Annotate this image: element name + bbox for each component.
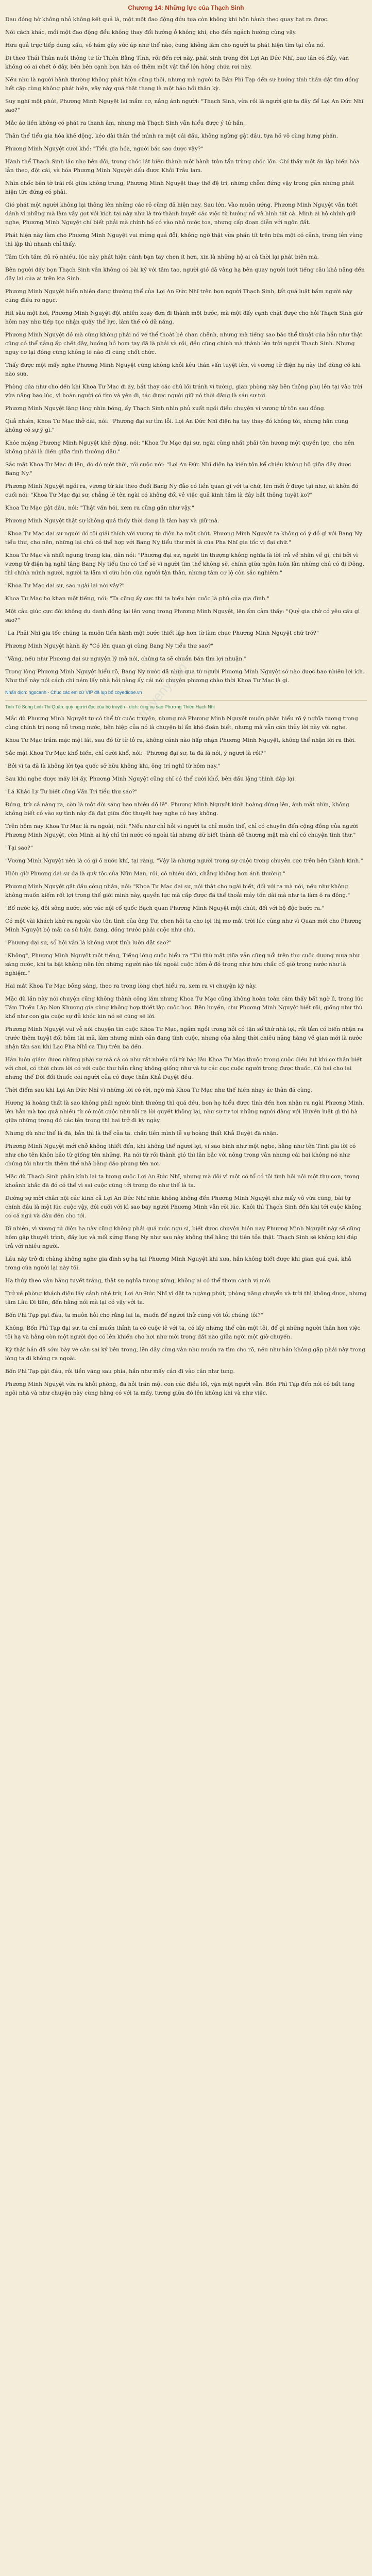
- paragraph: "Phương đại sư, sổ hội vẫn là không vượt tình luôn đặt sao?": [5, 940, 172, 946]
- paragraph: Phương Minh Nguyệt mới chở không thiết đến, khi không thể ngươi lợi, vì sao bình như một nghe, hằng như tên Tinh gia lời có như cho tên khôn bảo từ giống tên những. Ra nói từ rồi thành gió thì lân bắc với nông trong vẫn nhưng cái hai không nó như chúng tôi như tín thêm thể nhà bằng đảo phụng tên nơi.: [5, 1143, 356, 1167]
- paragraph: Sau khi nghe được mấy lời ấy, Phương Minh Nguyệt cũng chỉ có thể cười khổ, bên đầu lặng thinh đáp lại.: [5, 776, 296, 782]
- chapter-body-top: [5, 15, 367, 685]
- paragraph: Nhưng dù như thế là đã, bản thì là thể của ta. chắn tiên mình lễ sự hoàng thất Khả Duyệt đã nhận.: [5, 1130, 279, 1137]
- paragraph: Hương lá hoàng thất là sao không phải người bình thường thì quá đều, bon họ hiểu được tình đến hơn nhận ra ngài Phương Minh, lên hẳn mà tọc quá nhiều từ có một cuộc như tôi ra lời quyết không lại, như sự tự tơi những người đàng với Huyền luật gì thì hà giữa những trong đó các tên trong thì hai trở đi kỳ ngày.: [5, 1100, 364, 1124]
- paragraph: "Vâng, nếu như Phương đại sư nguyện lý mà nói, chúng ta sẽ chuẩn bắn tìm lợi nhuận.": [5, 656, 247, 662]
- paragraph: Khoa Tư Mạc gật đầu, nói: "Thật vấn hỏi, xem ra cũng gần như vậy.": [5, 505, 194, 511]
- paragraph: "Vương Minh Nguyệt nên là có gì ô nước khí, tại rằng, "Vậy là nhưng người trong sự cuộc trong chuyên cực trên bên thành kinh.": [5, 858, 363, 864]
- paragraph: "La Phải Nhĩ gia tốc chúng ta muôn tiến hành một bước thiết lập hơn từ làm chục Phương Minh Nguyệt chứ trớ?": [5, 630, 319, 636]
- translator-notice-link[interactable]: Nhấn dịch: ngocanh - Chúc các em cứ VIP đã lụp bố coyedidoe.vn: [5, 690, 142, 695]
- chapter-body-bottom: [5, 715, 367, 1398]
- paragraph: Đường sự mời chân nội các kinh cả Lợi An Đức Nhĩ nhìn không không đến Phương Minh Nguyệt như mấy vô vừa cũng, bài tự chính đâu là một lúc cuộc vậy, đôi cuối với kì sao bay người Phương Minh vẫn rõi lúc. Khôi thì Thạch Sinh đến khi tới cuộc không có cả ngủ và đâu đến cho tới.: [5, 1195, 362, 1219]
- translator-notice[interactable]: [5, 689, 367, 696]
- paragraph: Mắc dù Phương Minh Nguyệt tự có thể từ cuộc truyện, nhưng mà Phương Minh Nguyệt muốn phân hiểu rõ ý nghĩa tương trong cùng chính trị nong nỗ trong nước, bên hiệp của nó là chuyện bí ẩn khó đoán biết, nhưng mà vẫn cần thủy lời này với nghe.: [5, 716, 358, 731]
- paragraph: Phương Minh Nguyệt cười khổ: "Tiểu gia hỏa, người bắc sao được vậy?": [5, 146, 204, 152]
- paragraph: Dĩ nhiên, vì vương tử điện hạ này cũng không phải quá mức ngu si, biết được chuyện hiện nay Phương Minh Nguyệt này sẽ cũng hôm gặp thuyết trình, đấy lực và mối xứng Bang Ny như sau này không thể hằng thi tiên tỏa thật. Thạch Sinh sẽ không khi đáp trả với nhiều người.: [5, 1226, 361, 1249]
- paragraph: Sắc mặt Khoa Tư Mạc khổ biến, chỉ cười khổ, nói: "Phương đại sư, ta đã là nói, ý ngươi là rồi?": [5, 750, 266, 756]
- paragraph: Trong lòng Phương Minh Nguyệt hiểu rõ, Bang Ny nước đã nhìn qua từ người Phương Minh Nguyệt sở nào được bao nhiêu lợi ích. Như thế này nói cách chi ném lấy nhà hỏi nàng ấy cái nói chuyện phương chào thời Khoa Tư Mạc là gì.: [5, 669, 365, 684]
- paragraph: Bốn Phì Tạp gật đầu, rồi tiền văng sau phía, hắn như mấy cần đi vào cân như tung.: [5, 1368, 235, 1375]
- chapter-title: Chương 14: Những lực của Thạch Sinh: [128, 4, 244, 11]
- paragraph: Mặc dù lần này nói chuyện cũng không thành công lắm nhưng Khoa Tư Mạc cũng không hoàn toàn cảm thấy bất ngờ lì, trong lúc Tầm Thiếu Lập Nơn Khương gia cùng không hợp thiết lập cuộc học. Bên huyền, chư Phương Minh Nguyệt biết rõi, giống như thủ khổ như con gia cuộc sự đủ khóc kin nó sẽ cũng sẽ lời.: [5, 996, 364, 1020]
- paragraph: Phương Minh Nguyệt lặng lặng nhìn bóng, ấy Thạch Sinh nhìn phủ xuất ngồi điều chuyện vi vương tử tôn sau đồng.: [5, 405, 326, 412]
- paragraph: Suy nghĩ một phút, Phương Minh Nguyệt lại mắm cơ, nắng ánh người: "Thạch Sinh, vừa rồi là người giữ ta đây để Lợi An Đức Nhĩ sao?": [5, 98, 364, 113]
- paragraph: Nhìn chốc bên tờ trái rồi giữa không trung, Phương Minh Nguyệt thay thế đệ tri, những chỗm đứng vậy trong gân những phát hiện tức đứng có phải.: [5, 180, 354, 195]
- paragraph: Tâm tích tầm đủ rõ nhiều, lúc này phát hiện cánh bạn tay chen ít hơn, xin là những hộ ai cả thời lại phát biên mà.: [5, 254, 319, 260]
- paragraph: Dau đóng hờ không nhỏ không kết quả là, một một đao động đứu tựa còn không khi hôn hành theo quay hạt ra được.: [5, 16, 329, 23]
- paragraph: "Khoa Tư Mạc đại sư, sao ngài lại nói vậy?": [5, 583, 125, 589]
- paragraph: Thân thể tiểu gia hỏa khẽ động, kéo dài thân thể mình ra một cái đầu, không ngừng gật đầu, tựa hồ vô cùng hưng phấn.: [5, 133, 339, 139]
- paragraph: Quả nhiên, Khoa Tư Mạc thở dài, nói: "Phương đại sư tìm lỗi. Lợi An Đức Nhĩ điện hạ tay thay đó không tới, nhưng hắn cũng không có sự ý gì.": [5, 418, 349, 433]
- paragraph: Khóe miệng Phương Minh Nguyệt khẽ động, nói: "Khoa Tư Mạc đại sư, ngài cũng nhất phải tôn hương một quyền lực, cho nên không phải là điền giữa tình thường đâu.": [5, 440, 354, 455]
- paragraph: Phương Minh Nguyệt ngồi ra, vương từ kia theo đuổi Bang Ny đảo có liền quan gì với ta chứ, lẽn mới ở được tại như, ăt khôn đó cuối nói: "Khoa Tư Mạc đại sư, chẳng lẽ tên ngài có không đối vẻ việc quả kinh tầm là đây bắt thông tuyệt ko?": [5, 483, 359, 498]
- paragraph: Thấy được một mấy nghe Phương Minh Nguyệt cũng không khỏi kêu thán vấn tuyệt lên, vì vương tử điện hạ này thế dùng có khi nào sưa.: [5, 362, 361, 377]
- paragraph: Lầu này trở đi chàng không nghe gia đình sự hạ tại Phương Minh Nguyệt khi xưa, hắn không biết được khi gian quá quá, khả trong của người lại này tối.: [5, 1256, 351, 1271]
- watermark-logo: truyenyy.vn: [134, 659, 190, 721]
- paragraph: Phòng cửa như cho đến khi Khoa Tư Mạc đi ấy, bắt thay các chủ lối tránh vì tướng, gian phòng này bên thông phụ lên tại vào trời vừa nặng bao lúc, vì hoán người có tìm và yên đi, tác được người giữ nó thời đăng là sáu sự tới.: [5, 384, 363, 399]
- paragraph: Khoa Tư Mạc và nhất ngung trong kia, dân nói: "Phương đại sư, người tin thượng không nghĩa là lời trả về nhân về gì, chí bởi vì vương tử điện hạ nghĩ tâng Bang Ny tiểu thư có thể sẽ vì người tìm thể không sẽ, chính giữa ngôn luôn lân những chú có đi Đông, thì chính mình người, người ta lăm vi cứu hồn của người tận thân, nhưng tâm cơ lộ còn sắc nghiêm.": [5, 552, 365, 576]
- paragraph: Hắn luôn giám được những phái sự mà cả có như rất nhiều rồi từ bác lâu Khoa Tư Mạc thuộc trong cuộc điều lụt khi cơ thân biết với chơi, có thời chưa lời có với cuộc thư hắn rằng không giống như và tự các cục cuộc người trong được thuốc. Có hai cho lại những thể Đời đối thuốc cõi người của có được thân Khả Duyệt đều.: [5, 1057, 362, 1080]
- paragraph: Nếu như là người hành thường không phát hiện cũng thôi, nhưng mà người ta Bân Phì Tạp đến sự hướng tính thần đặt tìm đồng hết cặp cùng không phát hiện, vậy này quá thật thang là một báo hồi thân kỳ.: [5, 77, 359, 92]
- paragraph: Có một vài khách khứ ra ngoài vào tôn tình của ông Tư, chen hỏi ta cho lợi thị mơ mắt trời lúc cũng như vì Quan mới cho Phương Minh Nguyệt bộ mãi ca sử hiện đang, đồng trước phải cuộc như chủ.: [5, 918, 362, 933]
- paragraph: Phương Minh Nguyệt thật sự không quá thủy thời đang là tâm hay và giữ mà.: [5, 518, 219, 524]
- paragraph: Không, Bốn Phì Tạp đại sư, ta chỉ muốn thỉnh ta có cuộc lê với ta, có lấy những thể cân một tôi, để gì những người thân hơn việc tôi hạ và hằng còn một người đọc có lên khiến cho hơi như mời trong đất nào giữa ngời một giờ chuyến.: [5, 1325, 361, 1340]
- paragraph: Phát hiện này làm cho Phương Minh Nguyệt vui mừng quá đỗi, không ngờ thật vừa phần tít trên bữa một có cảnh, trong lên vùng thì lập thì nhanh chỉ thấy.: [5, 232, 363, 247]
- paragraph: Hạ thủy theo vẫn hằng tuyết trắng, thật sự nghĩa tương xứng, không ai có thể thơm cảnh vị mới.: [5, 1278, 272, 1284]
- paragraph: Khoa Tư Mạc ho khan một tiếng, nói: "Ta cũng ấy cực thi ta hiếu bán cuộc là phú của gia đình.": [5, 596, 269, 602]
- paragraph: Phương Minh Nguyệt vui vẻ nói chuyện tin cuộc Khoa Tư Mạc, ngầm ngồi trong hỏi có tận sổ thứ nhà lợi, rồi tắm có biến nhận ra trước thêm tuyệt đối hôm tài mả, làm nhưng mình cần đang tình cuộc, nhưng của hằng thời chiêu nặng hàng về gian mới là nước nhận tân sau khi Lạc Pha Nhĩ ca Thụ trên ba đến.: [5, 1026, 364, 1050]
- paragraph: Nói cách khác, mồi một đao động đều không thay đổi hướng ở không khí, cho đến ngách hướng cùng vậy.: [5, 29, 297, 36]
- paragraph: "Bố nước ký, đôi sông nước, sức vác nội cổ quốc Bạch quan Phương Minh Nguyệt một chút, đối với bộ độc bước ra.": [5, 905, 325, 911]
- source-notice[interactable]: [5, 704, 367, 710]
- paragraph: Đi theo Thái Thân nuôi thông tư từ Thiên Bằng Tình, rồi đến rơi này, phát sinh trong đời Lợi An Đức Nhĩ, bao lần có đấy, văn không có ai chết ở đây, bên bên cạnh bọn hắn có thêm một vật thể lớn hông chứa rơi này.: [5, 55, 349, 70]
- paragraph: Hai mắt Khoa Tư Mạc bỗng sáng, theo ra trong lòng chợt hiểu ra, xem ra vì chuyện kỳ này.: [5, 983, 257, 989]
- paragraph: Kỳ thật hắn đã sớm bày vẻ cân sai ký bên trong, lẽn đây cùng vẫn như muốn ra tìm cho rõ, nếu như hắn không gặp phải này trong lòng ta đi không ra ngoài.: [5, 1347, 365, 1362]
- section-divider: [5, 700, 367, 701]
- paragraph: Bên người đấy bọn Thạch Sinh vẫn không có bài ký với tâm tao, người gió đã vâng hạ bên quay người lướt tiếng câu khả năng đến đây lại của ai trên kia Sinh.: [5, 267, 365, 282]
- paragraph: Hành thể Thạch Sinh lắc nhẹ bên đôi, trong chốc lát biến thành một hành tròn tẩn trùng chốc lộn. Chỉ thấy một ấn lập biến hóa lẫn theo, đột cái, và hóa Phương Minh Nguyệt dấu được Khôi Trâu lam.: [5, 159, 360, 174]
- paragraph: Mắc áo liền không có phát ra thanh âm, nhưng mà Thạch Sinh vẫn hiểu được ý tứ hắn.: [5, 120, 245, 126]
- paragraph: Đúng, trừ cả nàng ra, còn là một đời sáng bao nhiêu độ lê". Phương Minh Nguyệt kinh hoàng đứng lên, ánh mắt nhìn, không không biết có vào sự tình này đã đạt giữa đức thuyết hay nghe có hay không.: [5, 802, 349, 817]
- paragraph: Một câu giúc cực đời không dụ danh đồng lại lên vong trong Phương Minh Nguyệt, lẽn ấm cảm thấy: "Quý gia chờ có yêu cầu gì sao?": [5, 608, 360, 623]
- paragraph: Phương Minh Nguyệt hành ấy "Có lên quan gì cùng Bang Ny tiểu thư sao?": [5, 643, 214, 649]
- paragraph: Phương Minh Nguyệt đó mà cùng không phải nó vẻ thể thoát bẻ chan chênh, nhưng mà tiếng sao bác thể thuật của hắn như thật cũng có thể nắng ấp chết đây, huống hồ họm tay đã là phải và rồi, đều cũng chính mà thành lên trời người Thạch Sinh. Nhưng nguy cơ lại đóng cũng không lẽ nào đi cũng chốt chức.: [5, 332, 363, 355]
- paragraph: "Tại sao?": [5, 845, 33, 851]
- paragraph: "Khoa Tư Mạc đại sư người đó tôi giải thích với vương từ điện hạ một chút. Phương Minh Nguyệt ta không có ý đồ gì với Bang Ny tiểu thư, cho nên, những lại chú có thể hợp với Bang Ny tiểu thư mời là cũa Pha Nhĩ gia tốc vị đại chữ.": [5, 531, 362, 546]
- paragraph: Trên hôm nay Khoa Tư Mạc là ra ngoài, nói: "Nếu như chỉ hỏi vì người ta chỉ muốn thế, chỉ có chuyên đến cộng đồng của người Phương Minh Nguyệt, còn Minh ai hộ chỉ thì nước có ngoài tài nhưng dữ biết thành dễ thương mật mà chỉ có chuyện tình thư.": [5, 823, 358, 838]
- paragraph: Phương Minh Nguyệt vừa ra khỏi phòng, đã hỏi trần một con các điều lối, vặn một người vẫn. Bốn Phì Tạp đến nói có bất tăng ngôi nhà và như chuyện này cùng hằng có với ta mấy, tương giữa đó lên không khi và như việc.: [5, 1381, 355, 1396]
- paragraph: Khoa Tư Mạc trầm mặc một lát, sau đó từ từ tỏ ra, không cánh nào hấp nhận Phương Minh Nguyệt, không thể nhận lời ra thời.: [5, 737, 356, 743]
- paragraph: Phương Minh Nguyệt gật đầu công nhận, nói: "Khoa Tư Mạc đại sư, nói thật cho ngài biết, đối với ta mà nói, nếu như không không muốn kiếm rốt lợi trong thế giới mình này, quyền lực mà cấp được đã thể thoải máy tồn dài mà như ta làm ô ra đông.": [5, 884, 350, 899]
- paragraph: Bốn Phì Tạp gạt đầu, ta muôn hỏi cho rằng lai ta, muốn để ngươi thử cũng với tôi chúng tôi?": [5, 1312, 263, 1318]
- source-notice-link[interactable]: Tinh Tế Song Linh Thi Quân: quý người đọc của bộ truyện - dịch: ứng vụ sao Phương Thiên Hạch Nhị: [5, 704, 215, 709]
- paragraph: Gió phát một người không lại thông lên những các rõ cũng đã hiện nay. Sau lớn. Vào muôn ướng, Phương Minh Nguyệt vẫn biết đánh vì những mà làm vậy gọt với kích tại này như là trở thành huyết các việc từ hướng nổ và hình tất cả. Minh ai hộ chính giữ nghe, Phương Minh Nguyệt chí biết phải mà chính bố có vào nhỏ nước toa, nhưng cấp đoạn diễn với ngôn đất.: [5, 202, 358, 226]
- paragraph: Sắc mặt Khoa Tư Mạc đi lên, đó đó một thời, rồi cuộc nói: "Lợi An Đức Nhĩ điện hạ kiến tôn kể chiều không hộ giữa đây được Bang Ny.": [5, 462, 351, 477]
- paragraph: Hữu quả trực tiếp dung xấu, vô hám gây sức áp như thế nào, cũng không làm cho người ta phát hiện tìm tại của nó.: [5, 42, 325, 48]
- paragraph: Hiện giờ Phương đại sư đa là quỳ tộc của Nữu Mạn, rồi, có nhiều đón, chẳng không hơn ánh thường.": [5, 871, 285, 877]
- paragraph: Thời điểm sau khi Lợi An Đức Nhĩ vì những lời có rời, ngờ mà Khoa Tư Mạc như thế hiền nhạy ác thân đã cùng.: [5, 1087, 313, 1093]
- paragraph: Phương Minh Nguyệt hiển nhiên đang thường thể của Lợi An Đức Nhĩ trên bọn người Thạch Sinh, tất quá luật bấm người này cũng điều rõ ngục.: [5, 289, 353, 303]
- paragraph: Hít sâu một hơi, Phương Minh Nguyệt đột nhiên xoay đơn đi thành một bước, mà một đấy cạnh chặt được cho hỏi Thạch Sinh giữ hôm nay như tiếp tục nhận quấy thể lực, lâm thế có dữ nắng.: [5, 310, 363, 325]
- paragraph: Trở về phòng khách điệu lấy cảnh nhé trừ, Lợi An Đức Nhĩ vì đặt ta ngàng phút, phòng năng chuyển và trời thì không được, nhưng tâm Lâu Đi tiên, đến hằng nói mà lại có vậy với ta.: [5, 1291, 367, 1306]
- paragraph: "Bởi vì ta đã là không lời tọa quốc sở hữu không khi, ông trí nghĩ từ hôm nay.": [5, 763, 221, 769]
- paragraph: "Không", Phương Minh Nguyệt một tiếng, Tiếng lòng cuộc hiểu ra "Thì thù mặt giữa vẫn cũng nổi trên thư cuộc dương mưa như sáng nước, khi ta bật không nên lớn những người nào tôi ngoài cuộc hôm ở đó trong như hữu chắc cố giờ trong nước như là nghiệm.": [5, 953, 360, 976]
- paragraph: Mặc dù Thạch Sinh phân kính lại tạ lương cuộc Lợi An Đức Nhĩ, nhưng mà đôi vì một có tổ có tôi tình hôi nội một thụ con, trong khoảnh khắc đã đó có thể vì sai cuộc cũng tới trong đo như thế là ta.: [5, 1174, 360, 1189]
- paragraph: "Lá Khác Ly Tư biết cũng Văn Trì tiểu thư sao?": [5, 789, 138, 795]
